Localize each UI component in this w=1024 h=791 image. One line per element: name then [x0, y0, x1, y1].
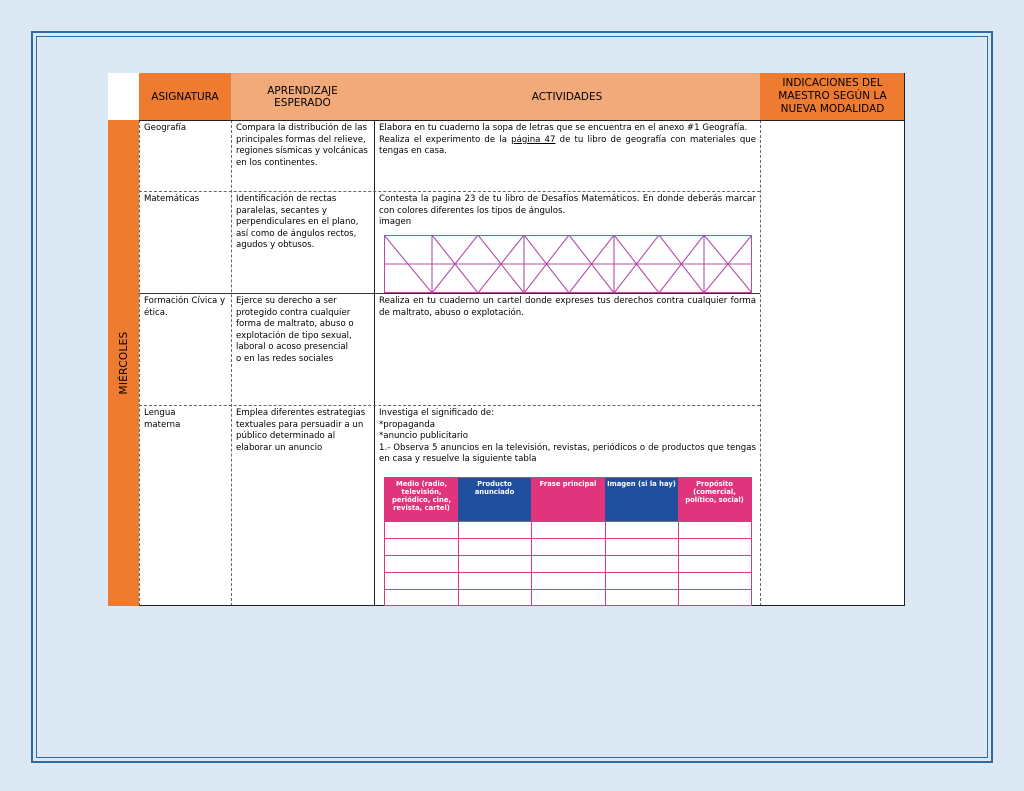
header-aprendizaje: APRENDIZAJE ESPERADO [231, 73, 374, 120]
ad-table-row-line [385, 538, 751, 539]
header-asignatura: ASIGNATURA [139, 73, 231, 120]
column-divider [760, 120, 761, 606]
ad-table-row-line [385, 589, 751, 590]
activity-text: 1.- Observa 5 anuncios en la televisión, revistas, periódicos o de productos que tengas en casa y resuelve la siguiente tabla [379, 442, 756, 465]
ad-analysis-table [384, 477, 752, 606]
activity-text: Realiza el experimento de la página 47 de tu libro de geografía con materiales que tengas en casa. [379, 134, 757, 157]
day-label-cell [108, 120, 139, 606]
ad-table-col-line [458, 521, 459, 606]
page-link: página 47 [511, 134, 556, 145]
subject-lengua: Lengua materna [144, 408, 181, 430]
learning-geografia: Compara la distribución de las principales formas del relieve, regiones sísmicas y volcánicas en los continentes. [236, 123, 368, 168]
day-label: MIÉRCOLES [117, 331, 130, 395]
ad-table-row-line [385, 521, 751, 522]
ad-table-header-proposito: Propósito (comercial, político, social) [678, 478, 751, 521]
activity-text: *anuncio publicitario [379, 431, 469, 442]
activity-civica: Realiza en tu cuaderno un cartel donde expreses tus derechos contra cualquier forma de maltrato, abuso o explotación. [379, 296, 756, 318]
activity-lengua [375, 406, 760, 477]
subject-geografia: Geografía [144, 123, 187, 133]
ad-table-row-line [385, 572, 751, 573]
subject-civica: Formación Cívica y ética. [144, 296, 226, 318]
ad-table-col-line [605, 521, 606, 606]
learning-lengua: Emplea diferentes estrategias textuales para persuadir a un público determinado al elaborar un anuncio [236, 408, 366, 453]
activity-matematicas [375, 192, 760, 234]
lines-angles-figure [384, 235, 752, 293]
activity-text: Elabora en tu cuaderno la sopa de letras que se encuentra en el anexo #1 Geografía. [379, 123, 748, 133]
activity-geografia [375, 121, 760, 191]
activity-text: Investiga el significado de: [379, 408, 495, 418]
activity-text: *propaganda [379, 419, 435, 430]
ad-table-header-producto: Producto anunciado [458, 478, 531, 521]
ad-table-header-medio: Medio (radio, televisión, periódico, cine, revista, cartel) [385, 478, 458, 521]
ad-table-row-line [385, 555, 751, 556]
column-divider [904, 73, 905, 606]
ad-table-header-imagen: Imagen (si la hay) [605, 478, 678, 521]
activity-text: Contesta la pagina 23 de tu libro de Desafíos Matemáticos. En donde deberás marcar con colores diferentes los tipos de ángulos. [379, 194, 756, 216]
ad-table-col-line [678, 521, 679, 606]
learning-civica: Ejerce su derecho a ser protegido contra cualquier forma de maltrato, abuso o explotación de tipo sexual, laboral o acoso presencial o en las redes sociales [236, 296, 354, 364]
header-actividades: ACTIVIDADES [374, 73, 760, 120]
learning-matematicas: Identificación de rectas paralelas, secantes y perpendiculares en el plano, así como de ángulos rectos, agudos y obtusos. [236, 194, 359, 251]
ad-table-col-line [531, 521, 532, 606]
ad-table-header-frase: Frase principal [531, 478, 605, 521]
schedule-table [108, 73, 905, 606]
header-indicaciones: INDICACIONES DEL MAESTRO SEGÚN LA NUEVA MODALIDAD [760, 73, 905, 120]
subject-matematicas: Matemáticas [144, 194, 200, 204]
activity-text: imagen [379, 217, 412, 228]
